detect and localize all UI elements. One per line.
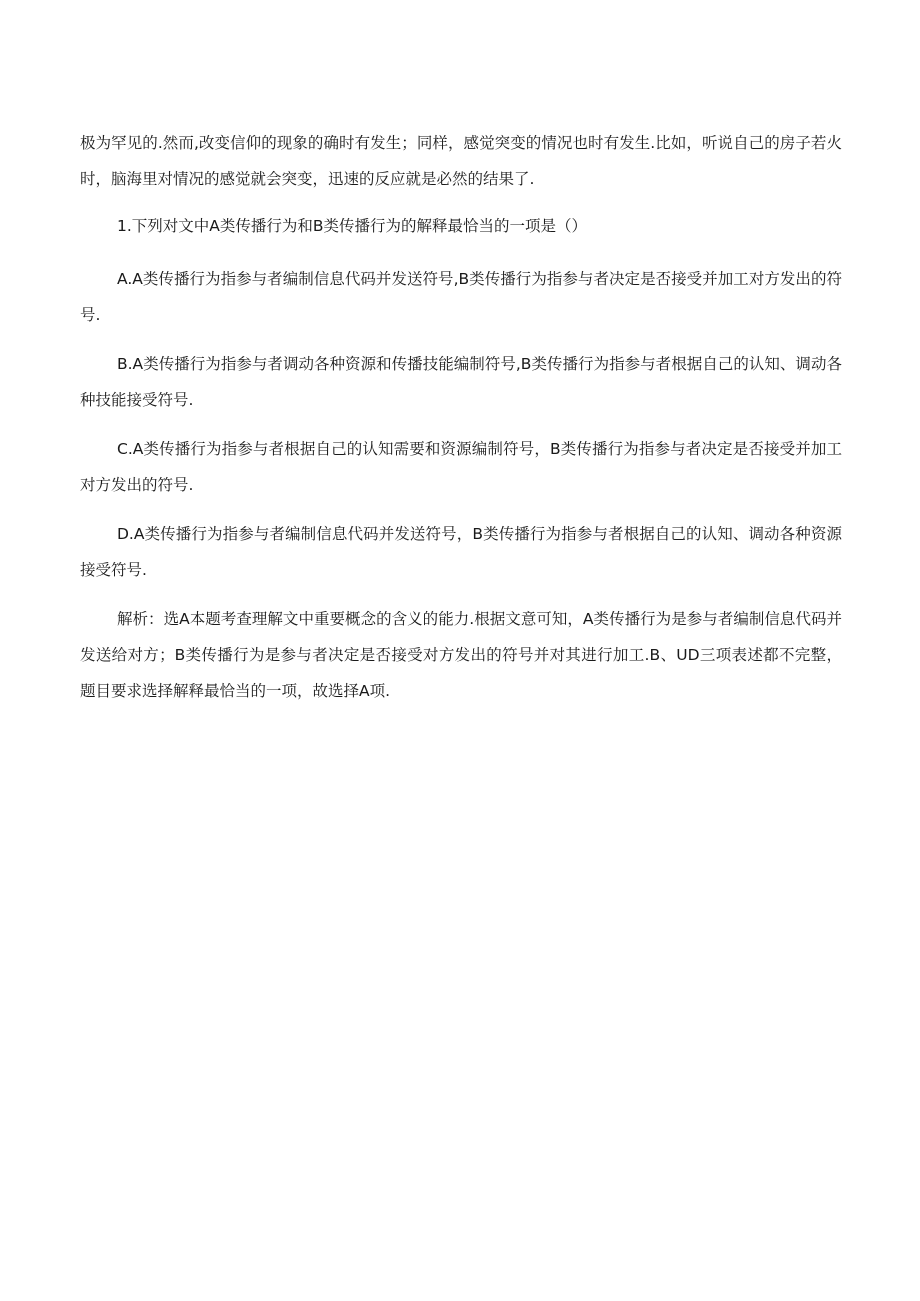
option-d: D.A类传播行为指参与者编制信息代码并发送符号，B类传播行为指参与者根据自己的认知、调动各种资源接受符号. [80, 525, 842, 579]
intro-paragraph: 极为罕见的.然而,改变信仰的现象的确时有发生；同样，感觉突变的情况也时有发生.比如，听说自己的房子若火时，脑海里对情况的感觉就会突变，迅速的反应就是必然的结果了. [80, 134, 842, 188]
option-c: C.A类传播行为指参与者根据自己的认知需要和资源编制符号，B类传播行为指参与者决定是否接受并加工对方发出的符号. [80, 440, 842, 494]
option-a: A.A类传播行为指参与者编制信息代码并发送符号,B类传播行为指参与者决定是否接受并加工对方发出的符号. [80, 270, 842, 324]
question-stem: 1.下列对文中A类传播行为和B类传播行为的解释最恰当的一项是（） [117, 217, 588, 235]
analysis-paragraph: 解析：选A本题考查理解文中重要概念的含义的能力.根据文意可知，A类传播行为是参与者编制信息代码并发送给对方；B类传播行为是参与者决定是否接受对方发出的符号并对其进行加工.B、UD三项表述都不完整，题目要求选择解释最恰当的一项，故选择A项. [80, 610, 842, 700]
option-b: B.A类传播行为指参与者调动各种资源和传播技能编制符号,B类传播行为指参与者根据自己的认知、调动各种技能接受符号. [80, 355, 842, 409]
document-page [80, 125, 842, 709]
